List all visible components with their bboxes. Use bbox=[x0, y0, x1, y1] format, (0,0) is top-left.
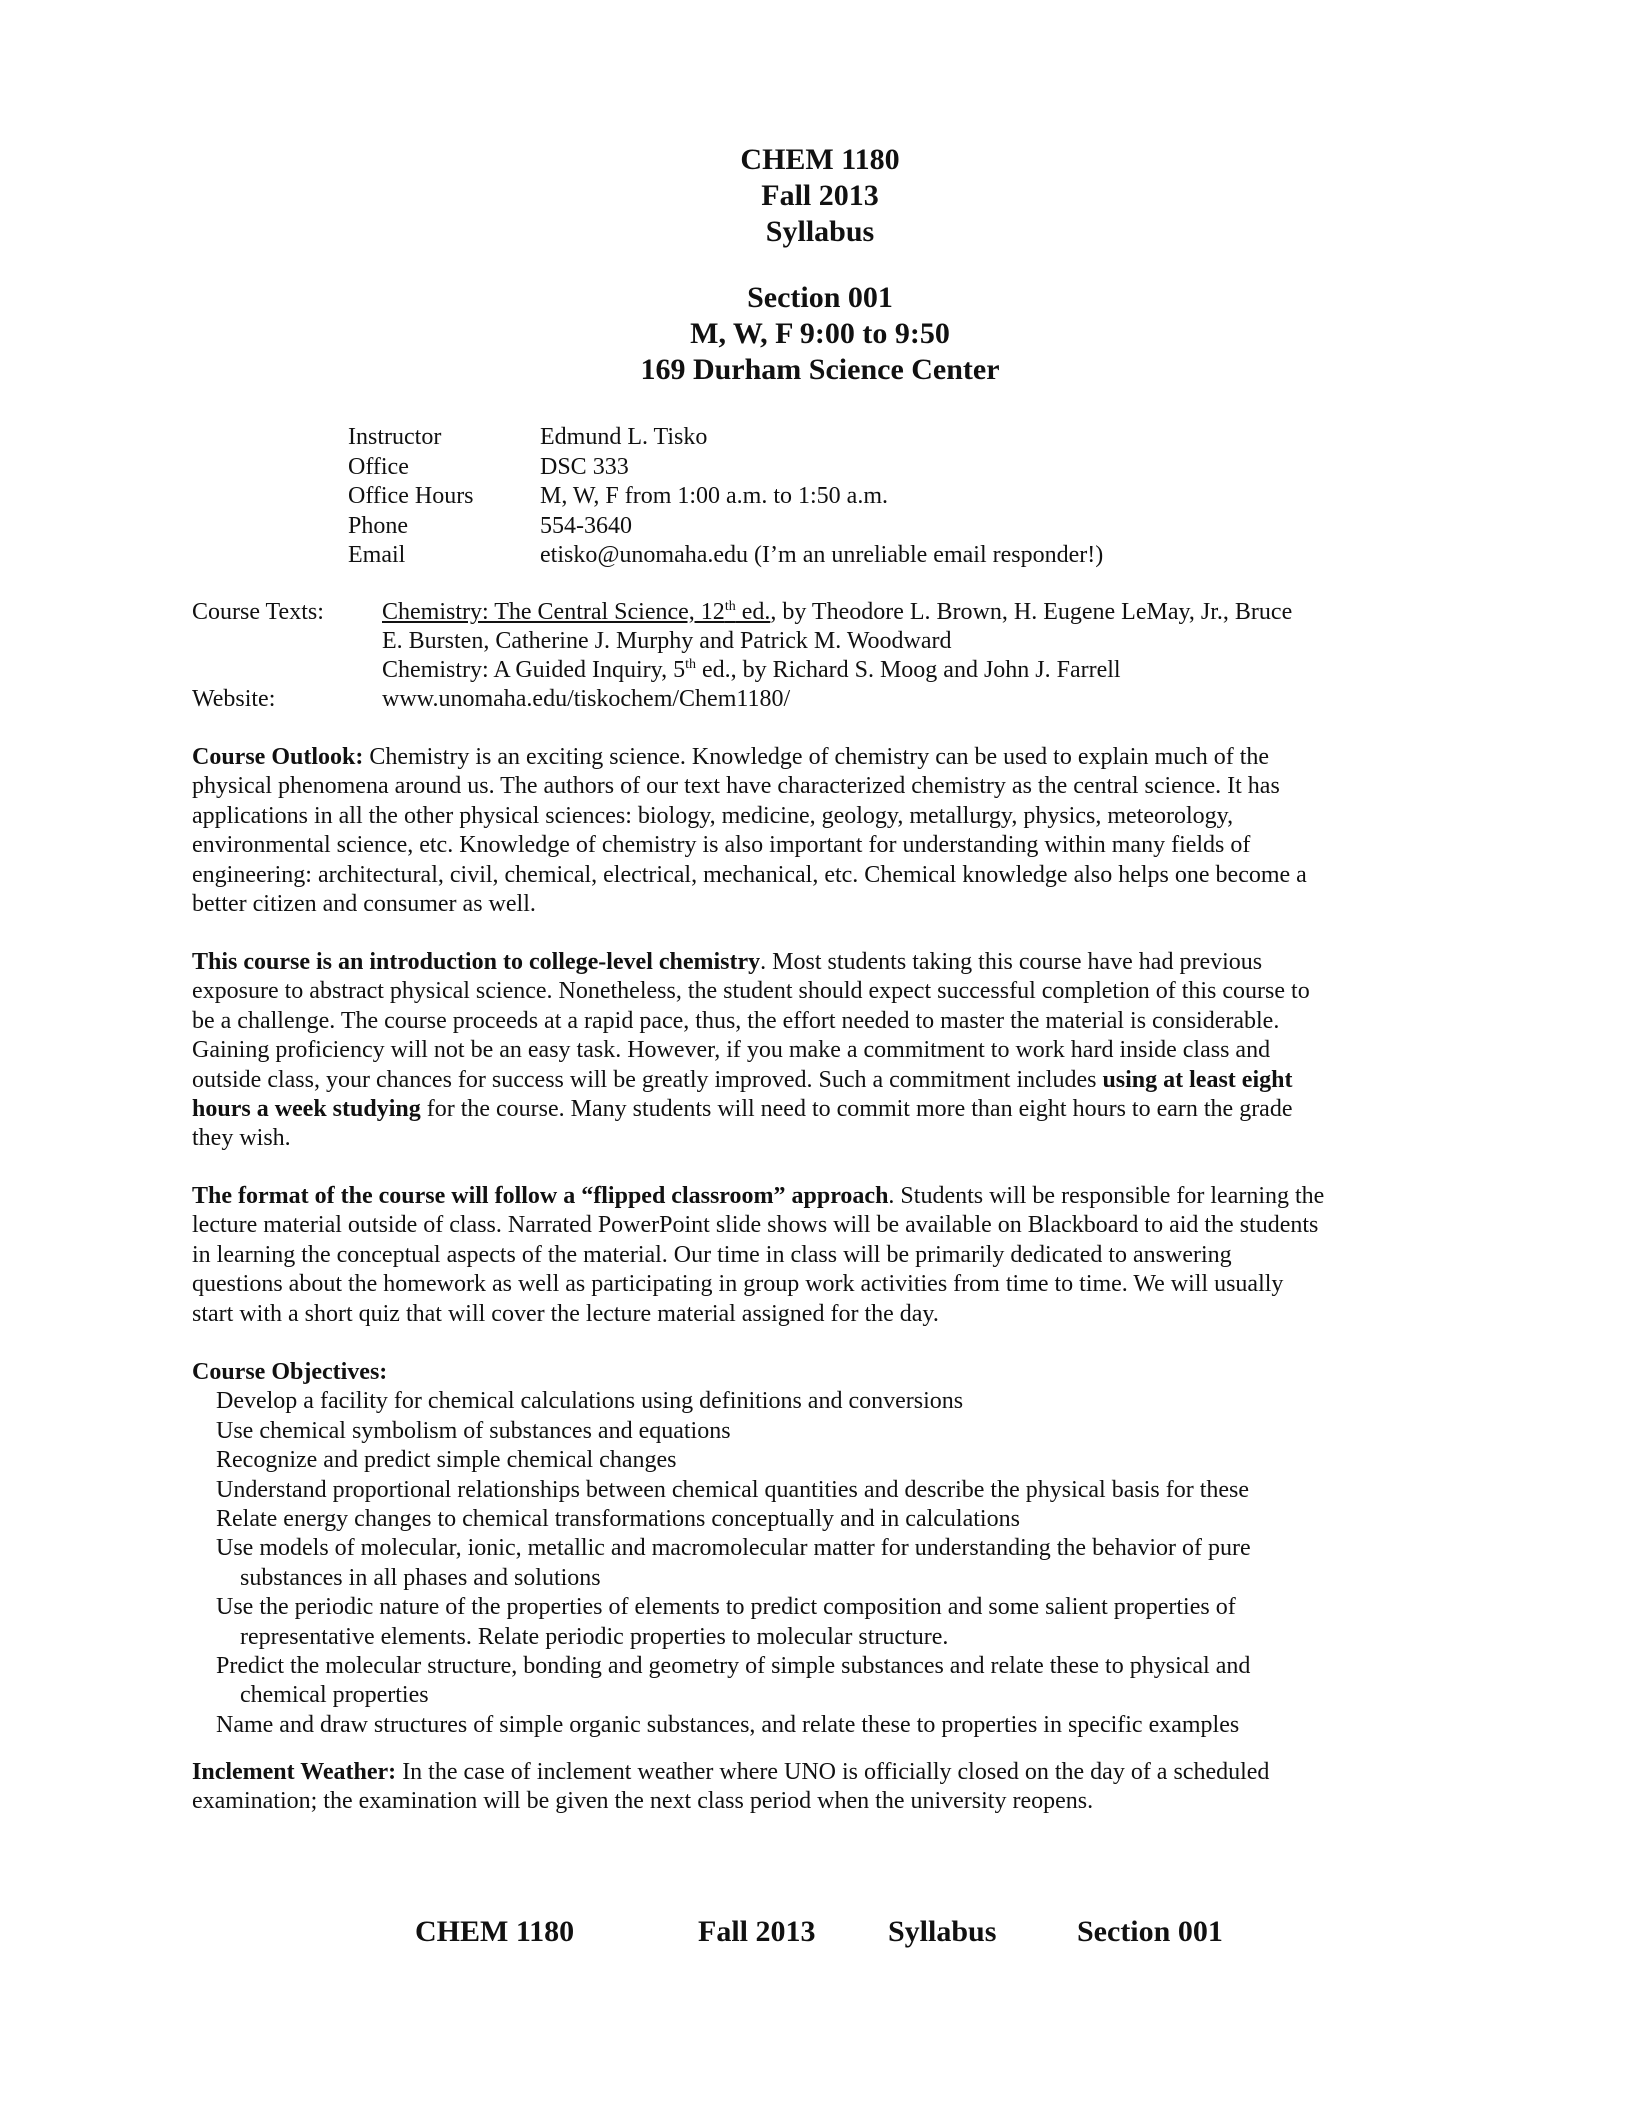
format-text: . Students will be responsible for learning the bbox=[888, 1183, 1325, 1209]
info-row-office bbox=[348, 453, 1103, 483]
objective-item: Use models of molecular, ionic, metallic and macromolecular matter for understanding the behavior of pure bbox=[216, 1535, 1251, 1562]
format-line: in learning the conceptual aspects of the material. Our time in class will be primarily dedicated to answering bbox=[192, 1241, 1232, 1268]
objective-item: Use chemical symbolism of substances and equations bbox=[216, 1417, 731, 1444]
objective-item-cont: representative elements. Relate periodic properties to molecular structure. bbox=[240, 1623, 949, 1650]
outlook-line: applications in all the other physical sciences: biology, medicine, geology, metallurgy, physics, meteorology, bbox=[192, 802, 1234, 829]
objective-item: Develop a facility for chemical calculations using definitions and conversions bbox=[216, 1388, 964, 1415]
class-location: 169 Durham Science Center bbox=[640, 353, 1000, 386]
course-format bbox=[192, 1182, 1462, 1329]
book-1-authors: , by Theodore L. Brown, H. Eugene LeMay, Jr., Bruce bbox=[770, 599, 1293, 625]
outlook-line: environmental science, etc. Knowledge of chemistry is also important for understanding within many fields of bbox=[192, 832, 1251, 859]
course-texts-row bbox=[192, 598, 1640, 685]
info-label: Email bbox=[348, 542, 406, 568]
course-texts-label: Course Texts: bbox=[192, 599, 324, 625]
info-row-instructor bbox=[348, 423, 1103, 453]
info-row-email bbox=[348, 541, 1103, 571]
book-1-edition-suffix: ed. bbox=[735, 599, 771, 625]
intro-line bbox=[192, 1066, 1462, 1095]
title-block bbox=[0, 142, 1640, 250]
info-value: Edmund L. Tisko bbox=[540, 424, 708, 450]
format-line: lecture material outside of class. Narrated PowerPoint slide shows will be available on Blackboard to aid the students bbox=[192, 1212, 1319, 1239]
info-value: 554-3640 bbox=[540, 512, 632, 539]
website-label: Website: bbox=[192, 686, 276, 712]
objective-item: Relate energy changes to chemical transformations conceptually and in calculations bbox=[216, 1506, 1020, 1533]
intro-line bbox=[192, 1095, 1462, 1124]
objective-item: Name and draw structures of simple organic substances, and relate these to properties in specific examples bbox=[216, 1711, 1240, 1738]
book-1 bbox=[382, 598, 1640, 627]
term: Fall 2013 bbox=[761, 179, 879, 212]
instructor-info bbox=[348, 423, 1103, 571]
objectives-heading-text: Course Objectives: bbox=[192, 1359, 388, 1385]
weather-text: In the case of inclement weather where UNO is officially closed on the day of a scheduled bbox=[396, 1759, 1270, 1785]
outlook-text: Chemistry is an exciting science. Knowledge of chemistry can be used to explain much of the bbox=[363, 744, 1270, 770]
intro-text: . Most students taking this course have had previous bbox=[760, 949, 1263, 975]
book-1-edition-sup: th bbox=[724, 599, 736, 614]
format-line: start with a short quiz that will cover the lecture material assigned for the day. bbox=[192, 1300, 939, 1327]
intro-text: for the course. Many students will need to commit more than eight hours to earn the grade bbox=[420, 1096, 1293, 1123]
intro-emphasis: using at least eight bbox=[1102, 1066, 1293, 1093]
intro-heading: This course is an introduction to college-level chemistry bbox=[192, 949, 761, 975]
footer-course: CHEM 1180 bbox=[415, 1915, 575, 1948]
info-value: M, W, F from 1:00 a.m. to 1:50 a.m. bbox=[540, 483, 888, 509]
course-texts-list bbox=[382, 598, 1640, 685]
info-label: Phone bbox=[348, 512, 408, 539]
objectives-heading bbox=[192, 1358, 1492, 1387]
info-label: Instructor bbox=[348, 424, 442, 450]
footer-doc: Syllabus bbox=[888, 1915, 997, 1948]
weather-line bbox=[192, 1758, 1462, 1787]
book-1-authors-cont: E. Bursten, Catherine J. Murphy and Patrick M. Woodward bbox=[382, 628, 952, 654]
intro-emphasis: hours a week studying bbox=[192, 1096, 421, 1123]
info-value: etisko@unomaha.edu (I’m an unreliable email responder!) bbox=[540, 542, 1104, 568]
weather-heading: Inclement Weather: bbox=[192, 1759, 397, 1785]
outlook-heading: Course Outlook: bbox=[192, 744, 364, 770]
format-line: questions about the homework as well as participating in group work activities from time to time. We will usually bbox=[192, 1271, 1284, 1298]
objective-item: Understand proportional relationships between chemical quantities and describe the physical basis for these bbox=[216, 1476, 1250, 1503]
footer-term: Fall 2013 bbox=[698, 1915, 816, 1948]
course-texts bbox=[192, 598, 1640, 714]
format-heading: The format of the course will follow a “flipped classroom” approach bbox=[192, 1183, 889, 1209]
info-value: DSC 333 bbox=[540, 453, 629, 480]
book-1-title bbox=[382, 599, 770, 625]
outlook-line: physical phenomena around us. The authors of our text have characterized chemistry as the central science. It has bbox=[192, 773, 1280, 800]
info-label: Office bbox=[348, 453, 409, 480]
document-type: Syllabus bbox=[765, 215, 875, 248]
book-2 bbox=[382, 656, 1640, 685]
section-number: Section 001 bbox=[747, 281, 893, 314]
footer-section: Section 001 bbox=[1077, 1915, 1223, 1948]
inclement-weather bbox=[192, 1758, 1462, 1817]
intro-line: Gaining proficiency will not be an easy task. However, if you make a commitment to work hard inside class and bbox=[192, 1037, 1271, 1064]
course-outlook bbox=[192, 743, 1462, 919]
book-2-edition-sup: th bbox=[685, 657, 696, 672]
course-intro bbox=[192, 948, 1462, 1154]
intro-line bbox=[192, 948, 1462, 977]
info-row-office-hours bbox=[348, 482, 1103, 512]
intro-line: they wish. bbox=[192, 1125, 291, 1152]
objective-item: Use the periodic nature of the properties of elements to predict composition and some salient properties of bbox=[216, 1594, 1236, 1621]
book-2-authors: ed., by Richard S. Moog and John J. Farrell bbox=[695, 657, 1121, 683]
section-block bbox=[0, 280, 1640, 388]
course-code: CHEM 1180 bbox=[740, 143, 900, 176]
outlook-line: better citizen and consumer as well. bbox=[192, 891, 536, 918]
objective-item: Recognize and predict simple chemical changes bbox=[216, 1447, 677, 1474]
outlook-line: engineering: architectural, civil, chemical, electrical, mechanical, etc. Chemical knowledge also helps one become a bbox=[192, 861, 1307, 888]
class-schedule: M, W, F 9:00 to 9:50 bbox=[690, 317, 950, 350]
website-link[interactable]: www.unomaha.edu/tiskochem/Chem1180/ bbox=[382, 686, 791, 712]
objective-item-cont: chemical properties bbox=[240, 1682, 429, 1709]
intro-text: outside class, your chances for success will be greatly improved. Such a commitment includes bbox=[192, 1066, 1103, 1093]
objective-item-cont: substances in all phases and solutions bbox=[240, 1564, 601, 1591]
objective-item: Predict the molecular structure, bonding and geometry of simple substances and relate these to physical and bbox=[216, 1653, 1251, 1680]
info-row-phone bbox=[348, 512, 1103, 542]
outlook-line bbox=[192, 743, 1462, 772]
format-line bbox=[192, 1182, 1462, 1211]
info-label: Office Hours bbox=[348, 483, 474, 509]
website-row bbox=[192, 685, 1640, 714]
weather-line: examination; the examination will be given the next class period when the university reopens. bbox=[192, 1788, 1094, 1815]
intro-line: exposure to abstract physical science. Nonetheless, the student should expect successful completion of this course to bbox=[192, 978, 1310, 1005]
book-2-title: Chemistry: A Guided Inquiry, 5 bbox=[382, 657, 686, 683]
intro-line: be a challenge. The course proceeds at a rapid pace, thus, the effort needed to master the material is considerable. bbox=[192, 1007, 1280, 1034]
course-objectives bbox=[192, 1358, 1492, 1740]
book-1-title-text: Chemistry: The Central Science, 12 bbox=[382, 599, 725, 625]
